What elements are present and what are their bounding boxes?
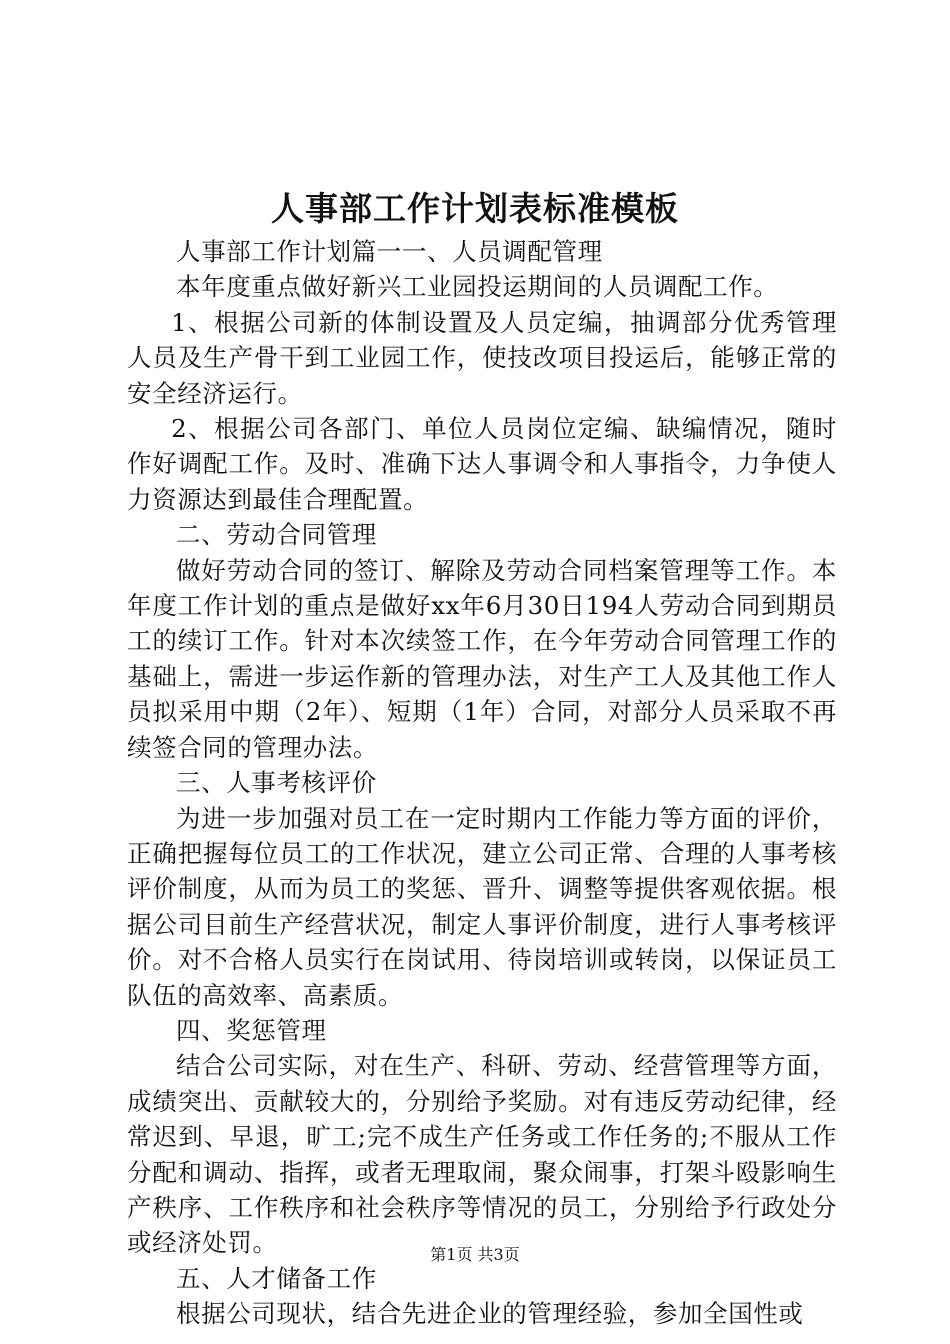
section-heading-4: 四、奖惩管理 xyxy=(176,1015,327,1045)
list-item: 2、根据公司各部门、单位人员岗位定编、缺编情况，随时作好调配工作。及时、准确下达人事调令和人事指令，力争使人力资源达到最佳合理配置。 xyxy=(127,414,837,514)
section-heading-3: 三、人事考核评价 xyxy=(176,768,377,798)
section-heading-5: 五、人才储备工作 xyxy=(176,1263,377,1293)
paragraph: 本年度重点做好新兴工业园投运期间的人员调配工作。 xyxy=(176,272,779,302)
paragraph: 根据公司现状，结合先进企业的管理经验，参加全国性或 xyxy=(176,1299,804,1329)
document-title: 人事部工作计划表标准模板 xyxy=(271,189,679,228)
section-heading-2: 二、劳动合同管理 xyxy=(176,520,377,550)
page-footer: 第1页 共3页 xyxy=(430,1245,520,1264)
paragraph: 为进一步加强对员工在一定时期内工作能力等方面的评价，正确把握每位员工的工作状况，建立公司正常、合理的人事考核评价制度，从而为员工的奖惩、晋升、调整等提供客观依据。根据公司目前生产经营状况，制定人事评价制度，进行人事考核评价。对不合格人员实行在岗试用、待岗培训或转岗，以保证员工队伍的高效率、高素质。 xyxy=(127,803,837,1010)
section-heading-1: 人事部工作计划篇一一、人员调配管理 xyxy=(176,237,603,266)
document-body xyxy=(127,234,837,1332)
paragraph: 结合公司实际，对在生产、科研、劳动、经营管理等方面，成绩突出、贡献较大的，分别给予奖励。对有违反劳动纪律，经常迟到、早退，旷工;完不成生产任务或工作任务的;不服从工作分配和调动、指挥，或者无理取闹，聚众闹事，打架斗殴影响生产秩序、工作秩序和社会秩序等情况的员工，分别给予行政处分或经济处罚。 xyxy=(127,1051,837,1258)
list-item: 1、根据公司新的体制设置及人员定编，抽调部分优秀管理人员及生产骨干到工业园工作，使技改项目投运后，能够正常的安全经济运行。 xyxy=(127,307,837,408)
paragraph: 做好劳动合同的签订、解除及劳动合同档案管理等工作。本年度工作计划的重点是做好xx年6月30日194人劳动合同到期员工的续订工作。针对本次续签工作，在今年劳动合同管理工作的基础上，需进一步运作新的管理办法，对生产工人及其他工作人员拟采用中期（2年）、短期（1年）合同，对部分人员采取不再续签合同的管理办法。 xyxy=(127,555,837,762)
